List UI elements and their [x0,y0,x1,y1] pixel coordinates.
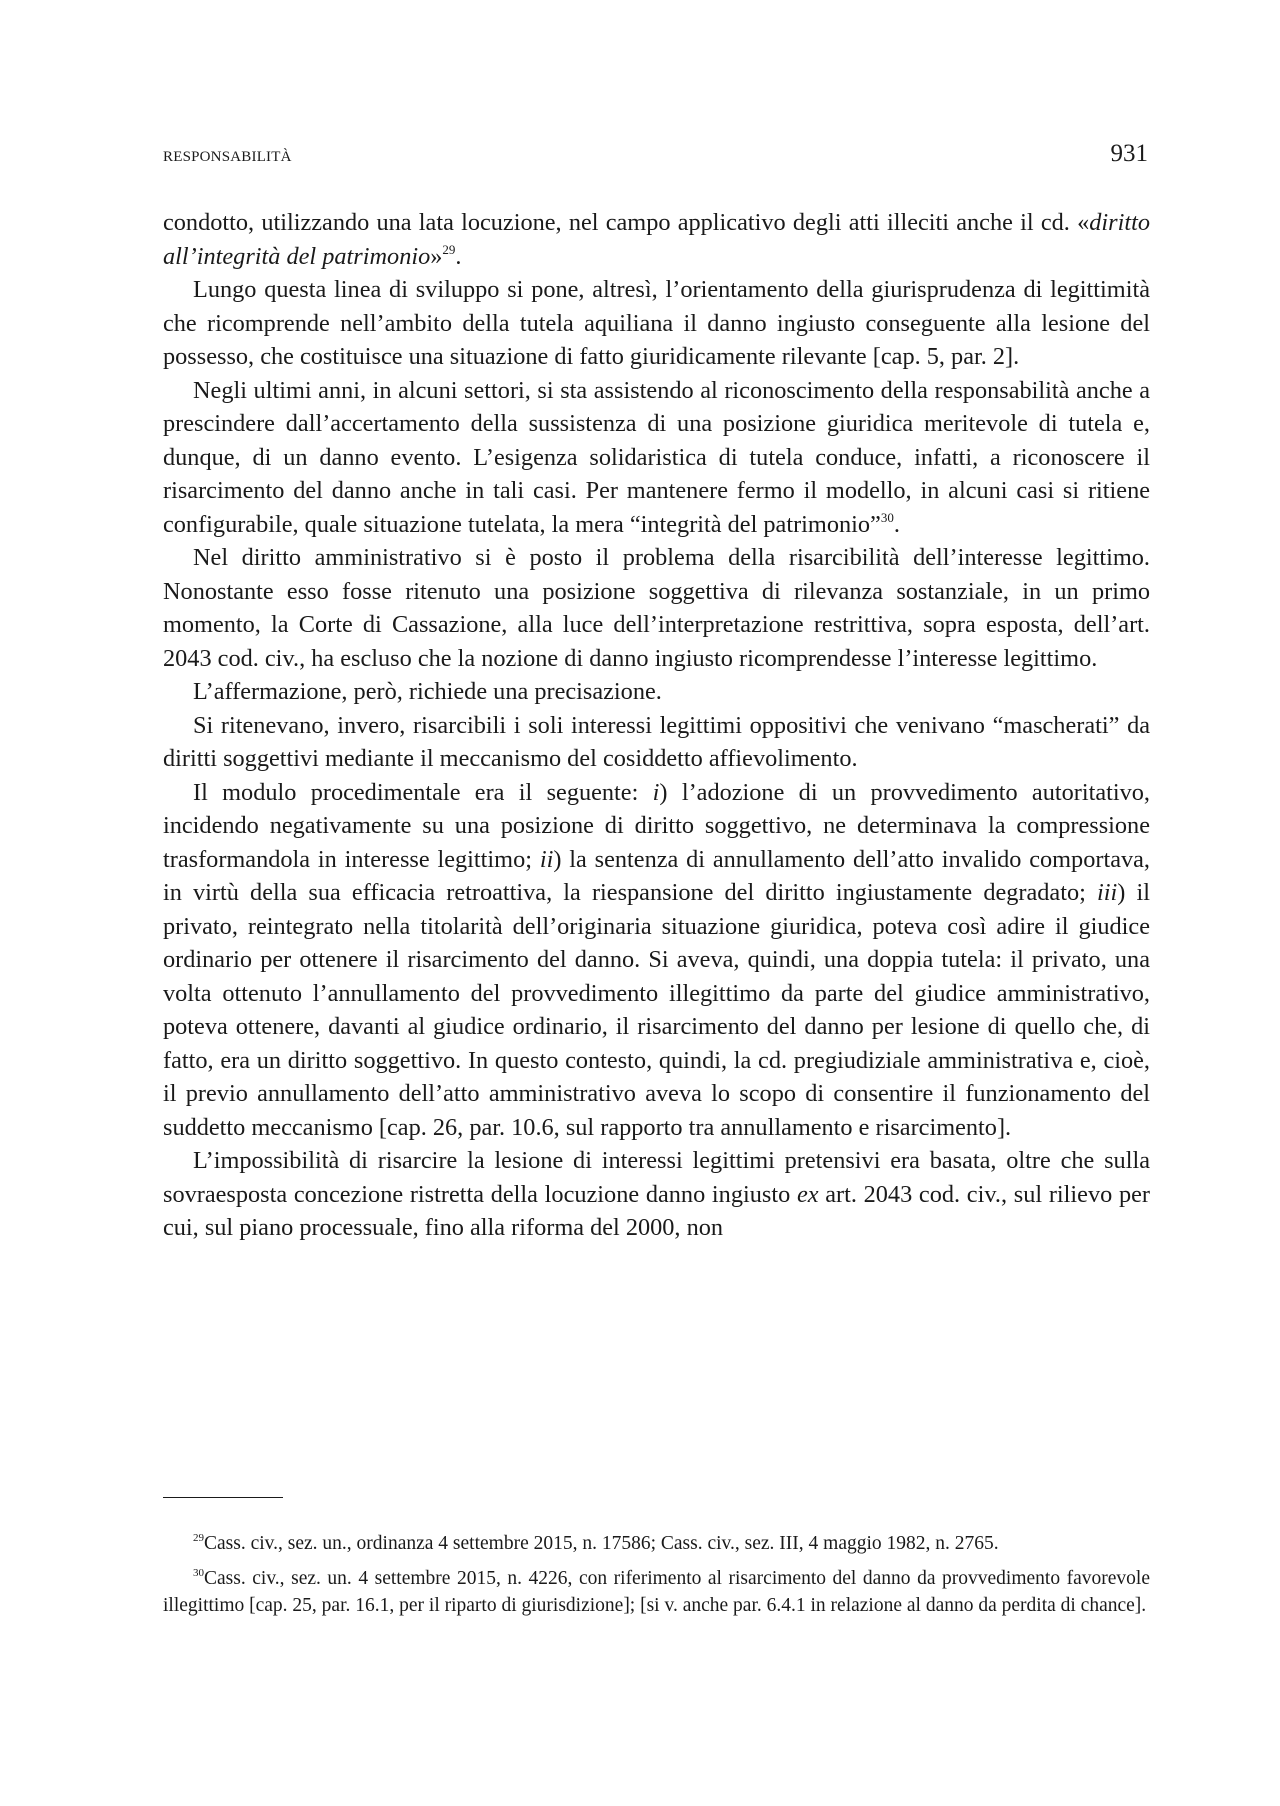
footnote-divider [163,1497,283,1498]
footnote-ref-29[interactable]: 29 [442,241,456,257]
running-title: RESPONSABILITÀ [163,149,292,165]
paragraph-3: Negli ultimi anni, in alcuni settori, si sta assistendo al riconoscimento della responsabilità anche a prescindere dall’accertamento della sussistenza di una posizione giuridica meritevole di tutela e, dunque, di un danno evento. L’esigenza solidaristica di tutela conduce, infatti, a riconoscere il risarcimento del danno anche in tali casi. Per mantenere fermo il modello, in alcuni casi si ritiene configurabile, quale situazione tutelata, la mera “integrità del patrimonio”$^{30}$. [163,376,1150,538]
footnote-text: Cass. civ., sez. un., ordinanza 4 settembre 2015, n. 17586; Cass. civ., sez. III, 4 maggio 1982, n. 2765. [204,1533,999,1554]
footnote-29 [163,1530,1150,1557]
body-text [163,206,1150,1245]
paragraph-5: L’affermazione, però, richiede una precisazione. [193,678,662,705]
footnote-number: 29 [193,1532,204,1544]
footnote-ref-30[interactable]: 30 [880,509,894,525]
running-head [163,140,1148,168]
paragraph-4: Nel diritto amministrativo si è posto il problema della risarcibilità dell’interesse legittimo. Nonostante esso fosse ritenuto una posizione soggettiva di rilevanza sostanziale, in un primo momento, la Corte di Cassazione, alla luce dell’interpretazione restrittiva, sopra esposta, dell’art. 2043 cod. civ., ha escluso che la nozione di danno ingiusto ricomprendesse l’interesse legittimo. [163,544,1150,672]
paragraph-2: Lungo questa linea di sviluppo si pone, altresì, l’orientamento della giurisprudenza di legittimità che ricomprende nell’ambito della tutela aquiliana il danno ingiusto conseguente alla lesione del possesso, che costituisce una situazione di fatto giuridicamente rilevante [cap. 5, par. 2]. [163,276,1150,370]
italic-ex: ex [796,1180,819,1208]
footnote-number: 30 [193,1567,204,1579]
list-marker-ii: ii [539,845,554,873]
footnote-30 [163,1565,1150,1619]
footnotes [163,1530,1150,1627]
paragraph-8: L’impossibilità di risarcire la lesione di interessi legittimi pretensivi era basata, oltre che sulla sovraesposta concezione ristretta della locuzione danno ingiusto ex art. 2043 cod. civ., sul rilievo per cui, sul piano processuale, fino alla riforma del 2000, non [163,1147,1150,1241]
footnote-text: Cass. civ., sez. un. 4 settembre 2015, n. 4226, con riferimento al risarcimento del danno da provvedimento favorevole illegittimo [cap. 25, par. 16.1, per il riparto di giurisdizione]; [si v. anche par. 6.4.1 in relazione al danno da perdita di chance]. [163,1568,1150,1616]
italic-phrase: diritto all’integrità del patrimonio [163,209,1150,270]
paragraph-6: Si ritenevano, invero, risarcibili i soli interessi legittimi oppositivi che venivano “mascherati” da diritti soggettivi mediante il meccanismo del cosiddetto affievolimento. [163,711,1150,772]
page-number: 931 [1110,140,1148,167]
list-marker-i: i [652,778,660,806]
paragraph-7: Il modulo procedimentale era il seguente: i) l’adozione di un provvedimento autoritativo, incidendo negativamente su una posizione di diritto soggettivo, ne determinava la compressione trasformandola in interesse legittimo; ii) la sentenza di annullamento dell’atto invalido comportava, in virtù della sua efficacia retroattiva, la riespansione del diritto ingiustamente degradato; iii) il privato, reintegrato nella titolarità dell’originaria situazione giuridica, poteva così adire il giudice ordinario per ottenere il risarcimento del danno. Si aveva, quindi, una doppia tutela: il privato, una volta ottenuto l’annullamento del provvedimento illegittimo da parte del giudice amministrativo, poteva ottenere, davanti al giudice ordinario, il risarcimento del danno per lesione di quello che, di fatto, era un diritto soggettivo. In questo contesto, quindi, la cd. pregiudiziale amministrativa e, cioè, il previo annullamento dell’atto amministrativo aveva lo scopo di consentire il funzionamento del suddetto meccanismo [cap. 26, par. 10.6, sul rapporto tra annullamento e risarcimento]. [163,778,1151,1141]
list-marker-iii: iii [1097,879,1118,906]
paragraph-1: condotto, utilizzando una lata locuzione, nel campo applicativo degli atti illeciti anche il cd. «diritto all’integrità del patrimonio»$^{29}$. [163,209,1150,270]
